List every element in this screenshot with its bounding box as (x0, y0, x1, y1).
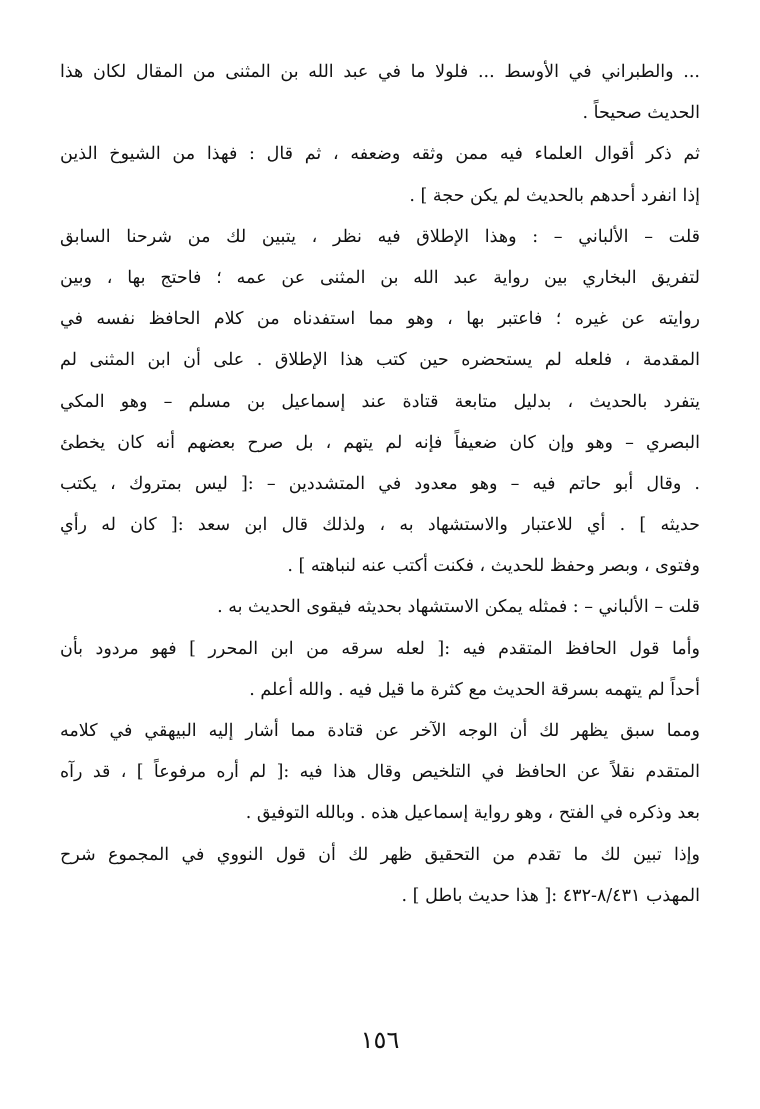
text-line: وأما قول الحافظ المتقدم فيه :[ لعله سرقه من ابن المحرر ] فهو مردود بأن (60, 638, 700, 659)
text-line: أحداً لم يتهمه بسرقة الحديث مع كثرة ما قيل فيه . والله أعلم . (249, 679, 700, 700)
text-line: المقدمة ، فلعله لم يستحضره حين كتب هذا الإطلاق . على أن ابن المثنى لم (60, 350, 700, 371)
text-line: . وقال أبو حاتم فيه – وهو معدود في المتشددين – :[ ليس بمتروك ، يكتب (60, 473, 700, 494)
text-line: إذا انفرد أحدهم بالحديث لم يكن حجة ] . (409, 185, 700, 206)
text-line: قلت – الألباني – : وهذا الإطلاق فيه نظر ، يتبين لك من شرحنا السابق (60, 226, 700, 247)
text-line: البصري – وهو وإن كان ضعيفاً فإنه لم يتهم ، بل صرح بعضهم أنه كان يخطئ (60, 432, 700, 453)
text-line: ... والطبراني في الأوسط ... فلولا ما في عبد الله بن المثنى من المقال لكان هذا (60, 62, 700, 82)
text-line: لتفريق البخاري بين رواية عبد الله بن المثنى عن عمه ؛ فاحتج بها ، وبين (60, 267, 700, 288)
text-line: المهذب ٨/٤٣١-٤٣٢ :[ هذا حديث باطل ] . (401, 885, 700, 906)
text-line: يتفرد بالحديث ، بدليل متابعة قتادة عند إسماعيل بن مسلم – وهو المكي (60, 391, 700, 412)
text-line: روايته عن غيره ؛ فاعتبر بها ، وهو مما استفدناه من كلام الحافظ نفسه في (60, 309, 700, 330)
text-line: ومما سبق يظهر لك أن الوجه الآخر عن قتادة مما أشار إليه البيهقي في كلامه (60, 721, 700, 741)
text-line: قلت – الألباني – : فمثله يمكن الاستشهاد بحديثه فيقوى الحديث به . (217, 597, 700, 618)
text-line: ثم ذكر أقوال العلماء فيه ممن وثقه وضعفه ، ثم قال : فهذا من الشيوخ الذين (60, 144, 700, 165)
text-line: حديثه ] . أي للاعتبار والاستشهاد به ، ولذلك قال ابن سعد :[ كان له رأي (60, 515, 700, 536)
text-line: الحديث صحيحاً . (582, 103, 700, 124)
text-line: وإذا تبين لك ما تقدم من التحقيق ظهر لك أن قول النووي في المجموع شرح (60, 844, 700, 865)
text-line: وفتوى ، وبصر وحفظ للحديث ، فكنت أكتب عنه لنباهته ] . (287, 556, 700, 577)
text-line: المتقدم نقلاً عن الحافظ في التلخيص وقال هذا فيه :[ لم أره مرفوعاً ] ، قد رآه (60, 762, 700, 783)
text-line: بعد وذكره في الفتح ، وهو رواية إسماعيل هذه . وبالله التوفيق . (245, 803, 700, 824)
body-text (60, 52, 700, 917)
page-number: ١٥٦ (360, 1026, 400, 1054)
